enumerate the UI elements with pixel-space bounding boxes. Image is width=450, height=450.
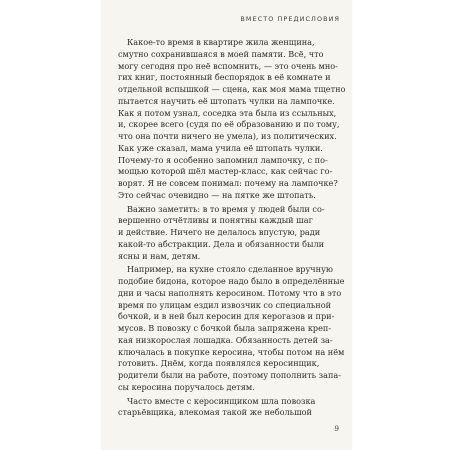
text-line: Например, на кухне стояло сделанное вручную xyxy=(127,264,333,275)
paragraph-3 xyxy=(118,264,344,393)
text-line: Это сейчас очевидно — на пятке же штопать. xyxy=(118,189,316,200)
text-line: мусов. В повозку с бочкой была запряжена креп- xyxy=(118,323,332,333)
text-line: Как я потом узнал, соседка эта была из ссыльных, xyxy=(118,107,337,118)
text-line: какой-то абстракции. Дела и обязанности были xyxy=(118,238,325,249)
text-line: бочкой, и в ней был керосин для керогазов и при- xyxy=(118,311,335,322)
book-page xyxy=(101,0,352,450)
text-line: гих книг, постоянный беспорядок в её комнате и xyxy=(118,72,331,83)
text-line: подобие бидона, которое надо было в определённые xyxy=(118,276,345,286)
text-line: ключалась в покупке керосина, чтобы потом на нём xyxy=(118,346,345,357)
text-line: смутно сохранившаяся в моей памяти. Всё, что xyxy=(118,48,324,59)
text-line: кая низкорослая лошадка. Обязанность детей за- xyxy=(118,334,333,345)
text-line: что она почти ничего не умела), из политических. xyxy=(118,131,337,141)
page-number: 9 xyxy=(334,425,339,433)
text-line: родители были на работе, поэтому пополнить запа- xyxy=(118,370,341,380)
paragraph-2 xyxy=(118,204,344,263)
text-line: мощью которой шёл мастер-класс, как сейчас го- xyxy=(118,166,333,177)
text-line: Важно заметить: в то время у людей были со- xyxy=(127,203,325,214)
text-line: время по улицам ездил извозчик со специальной xyxy=(118,299,332,310)
text-line: Как уже сказал, мама учила её штопать чулки. xyxy=(118,142,323,153)
text-line: и, скорее всего (судя по её образованию и по тому, xyxy=(118,119,340,130)
text-line: могу сегодня про неё вспомнить, — это очень мно- xyxy=(118,60,338,71)
text-line: Часто вместе с керосинщиком шла повозка xyxy=(127,395,316,406)
text-line: готовить. Днём, когда появлялся керосинщик, xyxy=(118,358,320,369)
running-head: ВМЕСТО ПРЕДИСЛОВИЯ xyxy=(240,15,340,23)
body-text xyxy=(118,37,344,419)
text-line: и действие. Ничего не делалось впустую, ради xyxy=(118,227,321,237)
text-line: дни и часы наполнять керосином. Потому что в это xyxy=(118,287,342,298)
text-line: Какое-то время в квартире жила женщина, xyxy=(127,37,315,47)
text-line: ясны и нам, детям. xyxy=(118,250,201,261)
paragraph-1 xyxy=(118,37,344,202)
text-line: пытается научить её штопать чулки на лампочке. xyxy=(118,95,335,106)
text-line: сы керосина поручалось детям. xyxy=(118,381,255,392)
text-line: старьёвщика, влекомая такой же небольшой xyxy=(118,407,312,418)
text-line: ворят. Я не совсем понимал: почему на лампочке? xyxy=(118,178,338,188)
text-line: Почему-то я особенно запомнил лампочку, с по- xyxy=(118,154,328,165)
text-line: отдельной вспышкой — сцена, как моя мама тщетно xyxy=(118,84,346,94)
paragraph-4 xyxy=(118,396,344,420)
text-line: вершенно отчётливы и понятны каждый шаг xyxy=(118,215,313,226)
